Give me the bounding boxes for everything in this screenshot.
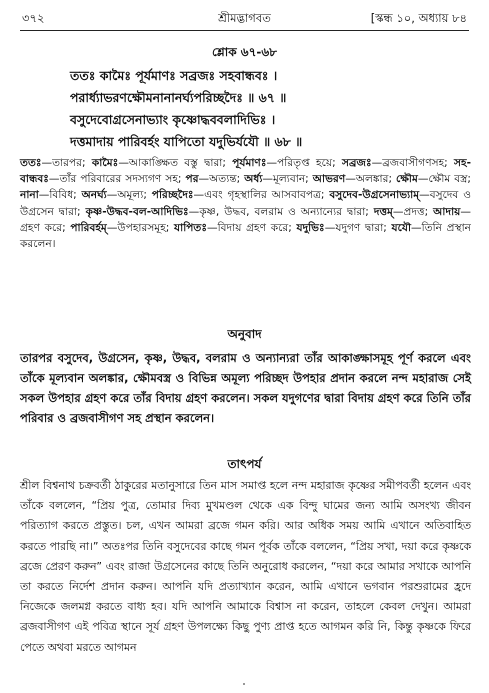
synonym-word: সব্রজঃ <box>341 157 372 169</box>
synonym-entry: দত্তম্—প্রদত্ত; <box>373 205 429 218</box>
synonym-meaning: বিদায় গ্রহণ করে; <box>217 221 292 234</box>
verse-line-4: দত্তমাদায় পারিবর্হং যাপিতো যদুভির্যযৌ ॥ ৬৮ ॥ <box>70 134 303 149</box>
book-title: শ্রীমদ্ভাগবত <box>218 11 271 25</box>
synonym-meaning: তারপর; <box>52 157 86 169</box>
synonym-meaning: অমূল্য; <box>117 189 147 202</box>
synonym-word: বসুদেব-উগ্রসেনাভ্যাম্ <box>329 189 420 202</box>
footer-mark <box>243 683 245 685</box>
verse-line-2: পরার্ধ্যাভরণক্ষৌমনানানর্ঘ্যপরিচ্ছদৈঃ ॥ ৬৭ ॥ <box>70 90 287 105</box>
synonym-meaning: কৃষ্ণ, উদ্ধব, বলরাম ও অন্যান্যের দ্বারা; <box>199 205 369 218</box>
synonym-word: পারিবর্হম্ <box>70 221 107 234</box>
synonym-word: নানা <box>20 189 39 202</box>
synonym-meaning: এবং গৃহস্থালির আসবাবপত্র; <box>204 189 325 202</box>
synonym-meaning: পরিতৃপ্ত হয়ে; <box>277 157 336 169</box>
synonym-meaning: তাঁর পরিবারের সদস্যগণ সহ; <box>59 173 182 186</box>
synonym-entry: আভরণ—অলঙ্কার; <box>312 173 393 186</box>
synonym-entry: পরিচ্ছদৈঃ—এবং গৃহস্থালির আসবাবপত্র; <box>151 189 325 202</box>
synonym-meaning: গ্রহণ করে; <box>20 221 66 234</box>
synonym-word: পূর্যমাণঃ <box>232 157 267 169</box>
verse-heading: শ্লোক ৬৭-৬৮ <box>212 45 277 59</box>
synonym-meaning: প্রদত্ত; <box>403 205 429 218</box>
synonym-entry: ক্ষৌম—ক্ষৌম বস্ত্র; <box>396 173 472 186</box>
synonym-entry: অনর্ঘ্য—অমূল্য; <box>81 189 147 202</box>
synonym-meaning: মূল্যবান; <box>273 173 309 186</box>
chapter-reference: [স্কন্ধ ১০, অধ্যায় ৮৪ <box>370 11 467 25</box>
synonym-word: কামৈঃ <box>91 157 119 169</box>
synonym-meaning: বিবিধ; <box>49 189 77 202</box>
translation-heading: অনুবাদ <box>227 327 262 341</box>
synonym-meaning: আকাঙ্ক্ষিত বস্তু দ্বারা; <box>128 157 226 169</box>
synonym-word: যদুভিঃ <box>296 221 325 234</box>
running-header <box>22 10 467 26</box>
purport-heading: তাৎপর্য <box>227 457 262 471</box>
synonym-word: আদায় <box>433 205 461 218</box>
synonym-entry: যযৌ—তিনি প্রস্থান করলেন। <box>20 221 471 251</box>
synonym-word: অনর্ঘ্য <box>81 189 107 202</box>
synonym-word: ততঃ <box>20 157 42 169</box>
verse-line-3: বসুদেবোগ্রসেনাভ্যাং কৃষ্ণোদ্ধববলাদিভিঃ । <box>70 112 276 127</box>
synonym-entry: পর—অত্যন্ত; <box>185 173 241 186</box>
synonym-meaning: অলঙ্কার; <box>355 173 393 186</box>
synonym-entry: সহ-বান্ধবঃ—তাঁর পরিবারের সদস্যগণ সহ; <box>20 157 471 186</box>
synonym-word: সহ-বান্ধবঃ <box>20 157 471 186</box>
synonym-word: কৃষ্ণ-উদ্ধব-বল-আদিভিঃ <box>85 205 189 218</box>
synonym-entry: কৃষ্ণ-উদ্ধব-বল-আদিভিঃ—কৃষ্ণ, উদ্ধব, বলরাম ও অন্যান্যের দ্বারা; <box>85 205 369 218</box>
translation-text: তারপর বসুদেব, উগ্রসেন, কৃষ্ণ, উদ্ধব, বলরাম ও অন্যান্যরা তাঁর আকাঙ্ক্ষাসমূহ পূর্ণ করলে এবং তাঁকে মূল্যবান অলঙ্কার, ক্ষৌমবস্ত্র ও বিভিন্ন অমূল্য পরিচ্ছদ উপহার প্রদান করলে নন্দ মহারাজ সেই সকল উপহার গ্রহণ করে তাঁর বিদায় গ্রহণ করলেন। সকল যদুগণের দ্বারা বিদায় গ্রহণ করে তিনি তাঁর পরিবার ও ব্রজবাসীগণ সহ প্রস্থান করলেন। <box>20 351 471 425</box>
page-number: ৩৭২ <box>22 11 45 25</box>
synonym-word: পর <box>185 173 199 186</box>
synonym-word: দত্তম্ <box>373 205 393 218</box>
synonym-word: ক্ষৌম <box>396 173 418 186</box>
synonym-word: পরিচ্ছদৈঃ <box>151 189 194 202</box>
verse-line-1: ততঃ কামৈঃ পূর্যমাণঃ সব্রজঃ সহবান্ধবঃ । <box>70 68 278 83</box>
synonym-entry: পারিবর্হম্—উপহারসমূহ; <box>70 221 170 234</box>
synonym-meaning: ক্ষৌম বস্ত্র; <box>428 173 472 186</box>
synonym-entry: পূর্যমাণঃ—পরিতৃপ্ত হয়ে; <box>232 157 336 169</box>
synonym-entry: সব্রজঃ—ব্রজবাসীগণসহ; <box>341 157 448 169</box>
synonym-word: যাপিতঃ <box>174 221 208 234</box>
synonym-entry: যদুভিঃ—যদুগণ দ্বারা; <box>296 221 387 234</box>
synonym-entry: ততঃ—তারপর; <box>20 157 86 169</box>
synonym-entry: অর্ধ্য—মূল্যবান; <box>244 173 309 186</box>
synonym-entry: যাপিতঃ—বিদায় গ্রহণ করে; <box>174 221 292 234</box>
synonym-meaning: তিনি প্রস্থান করলেন। <box>20 221 471 251</box>
word-for-word-synonyms <box>20 155 471 252</box>
synonym-entry: নানা—বিবিধ; <box>20 189 77 202</box>
synonym-entry: কামৈঃ—আকাঙ্ক্ষিত বস্তু দ্বারা; <box>91 157 226 169</box>
synonym-word: যযৌ <box>391 221 412 234</box>
synonym-meaning: বসুদেব ও উগ্রসেন দ্বারা; <box>20 189 471 218</box>
synonym-meaning: যদুগণ দ্বারা; <box>335 221 387 234</box>
synonym-entry: আদায়—গ্রহণ করে; <box>20 205 471 234</box>
purport-text: শ্রীল বিশ্বনাথ চক্রবর্তী ঠাকুরের মতানুসারে তিন মাস সমাপ্ত হলে নন্দ মহারাজ কৃষ্ণের সমীপবর্তী হলেন এবং তাঁকে বললেন, “প্রিয় পুত্র, তোমার দিব্য মুখমণ্ডল থেকে এক বিন্দু ঘামের জন্য আমি অসংখ্য জীবন পরিত্যাগ করতে প্রস্তুত। চল, এখন আমরা ব্রজে গমন করি। আর অধিক সময় আমি এখানে অতিবাহিত করতে পারছি না।” অতঃপর তিনি বসুদেবের কাছে গমন পূর্বক তাঁকে বললেন, “প্রিয় সখা, দয়া করে কৃষ্ণকে ব্রজে প্রেরণ করুন” এবং রাজা উগ্রসেনের কাছে তিনি অনুরোধ করলেন, “দয়া করে আমার সখাকে আপনি তা করতে নির্দেশ প্রদান করুন। আপনি যদি প্রত্যাখ্যান করেন, আমি এখানে ভগবান পরশুরামের হ্রদে নিজেকে জলমগ্ন করতে বাধ্য হব। যদি আপনি আমাকে বিশ্বাস না করেন, তাহলে কেবল দেখুন। আমরা ব্রজবাসীগণ এই পবিত্র স্থানে সূর্য গ্রহণ উপলক্ষ্যে কিছু পুণ্য প্রাপ্ত হতে আগমন করি নি, কিন্তু কৃষ্ণকে ফিরে পেতে অথবা মরতে আগমন <box>20 479 471 654</box>
synonym-word: অর্ধ্য <box>244 173 263 186</box>
synonym-word: আভরণ <box>312 173 346 186</box>
synonym-entry: বসুদেব-উগ্রসেনাভ্যাম্—বসুদেব ও উগ্রসেন দ্বারা; <box>20 189 471 218</box>
header-divider <box>20 30 469 31</box>
synonym-meaning: অত্যন্ত; <box>209 173 241 186</box>
synonym-meaning: ব্রজবাসীগণসহ; <box>382 157 448 169</box>
synonym-meaning: উপহারসমূহ; <box>117 221 170 234</box>
